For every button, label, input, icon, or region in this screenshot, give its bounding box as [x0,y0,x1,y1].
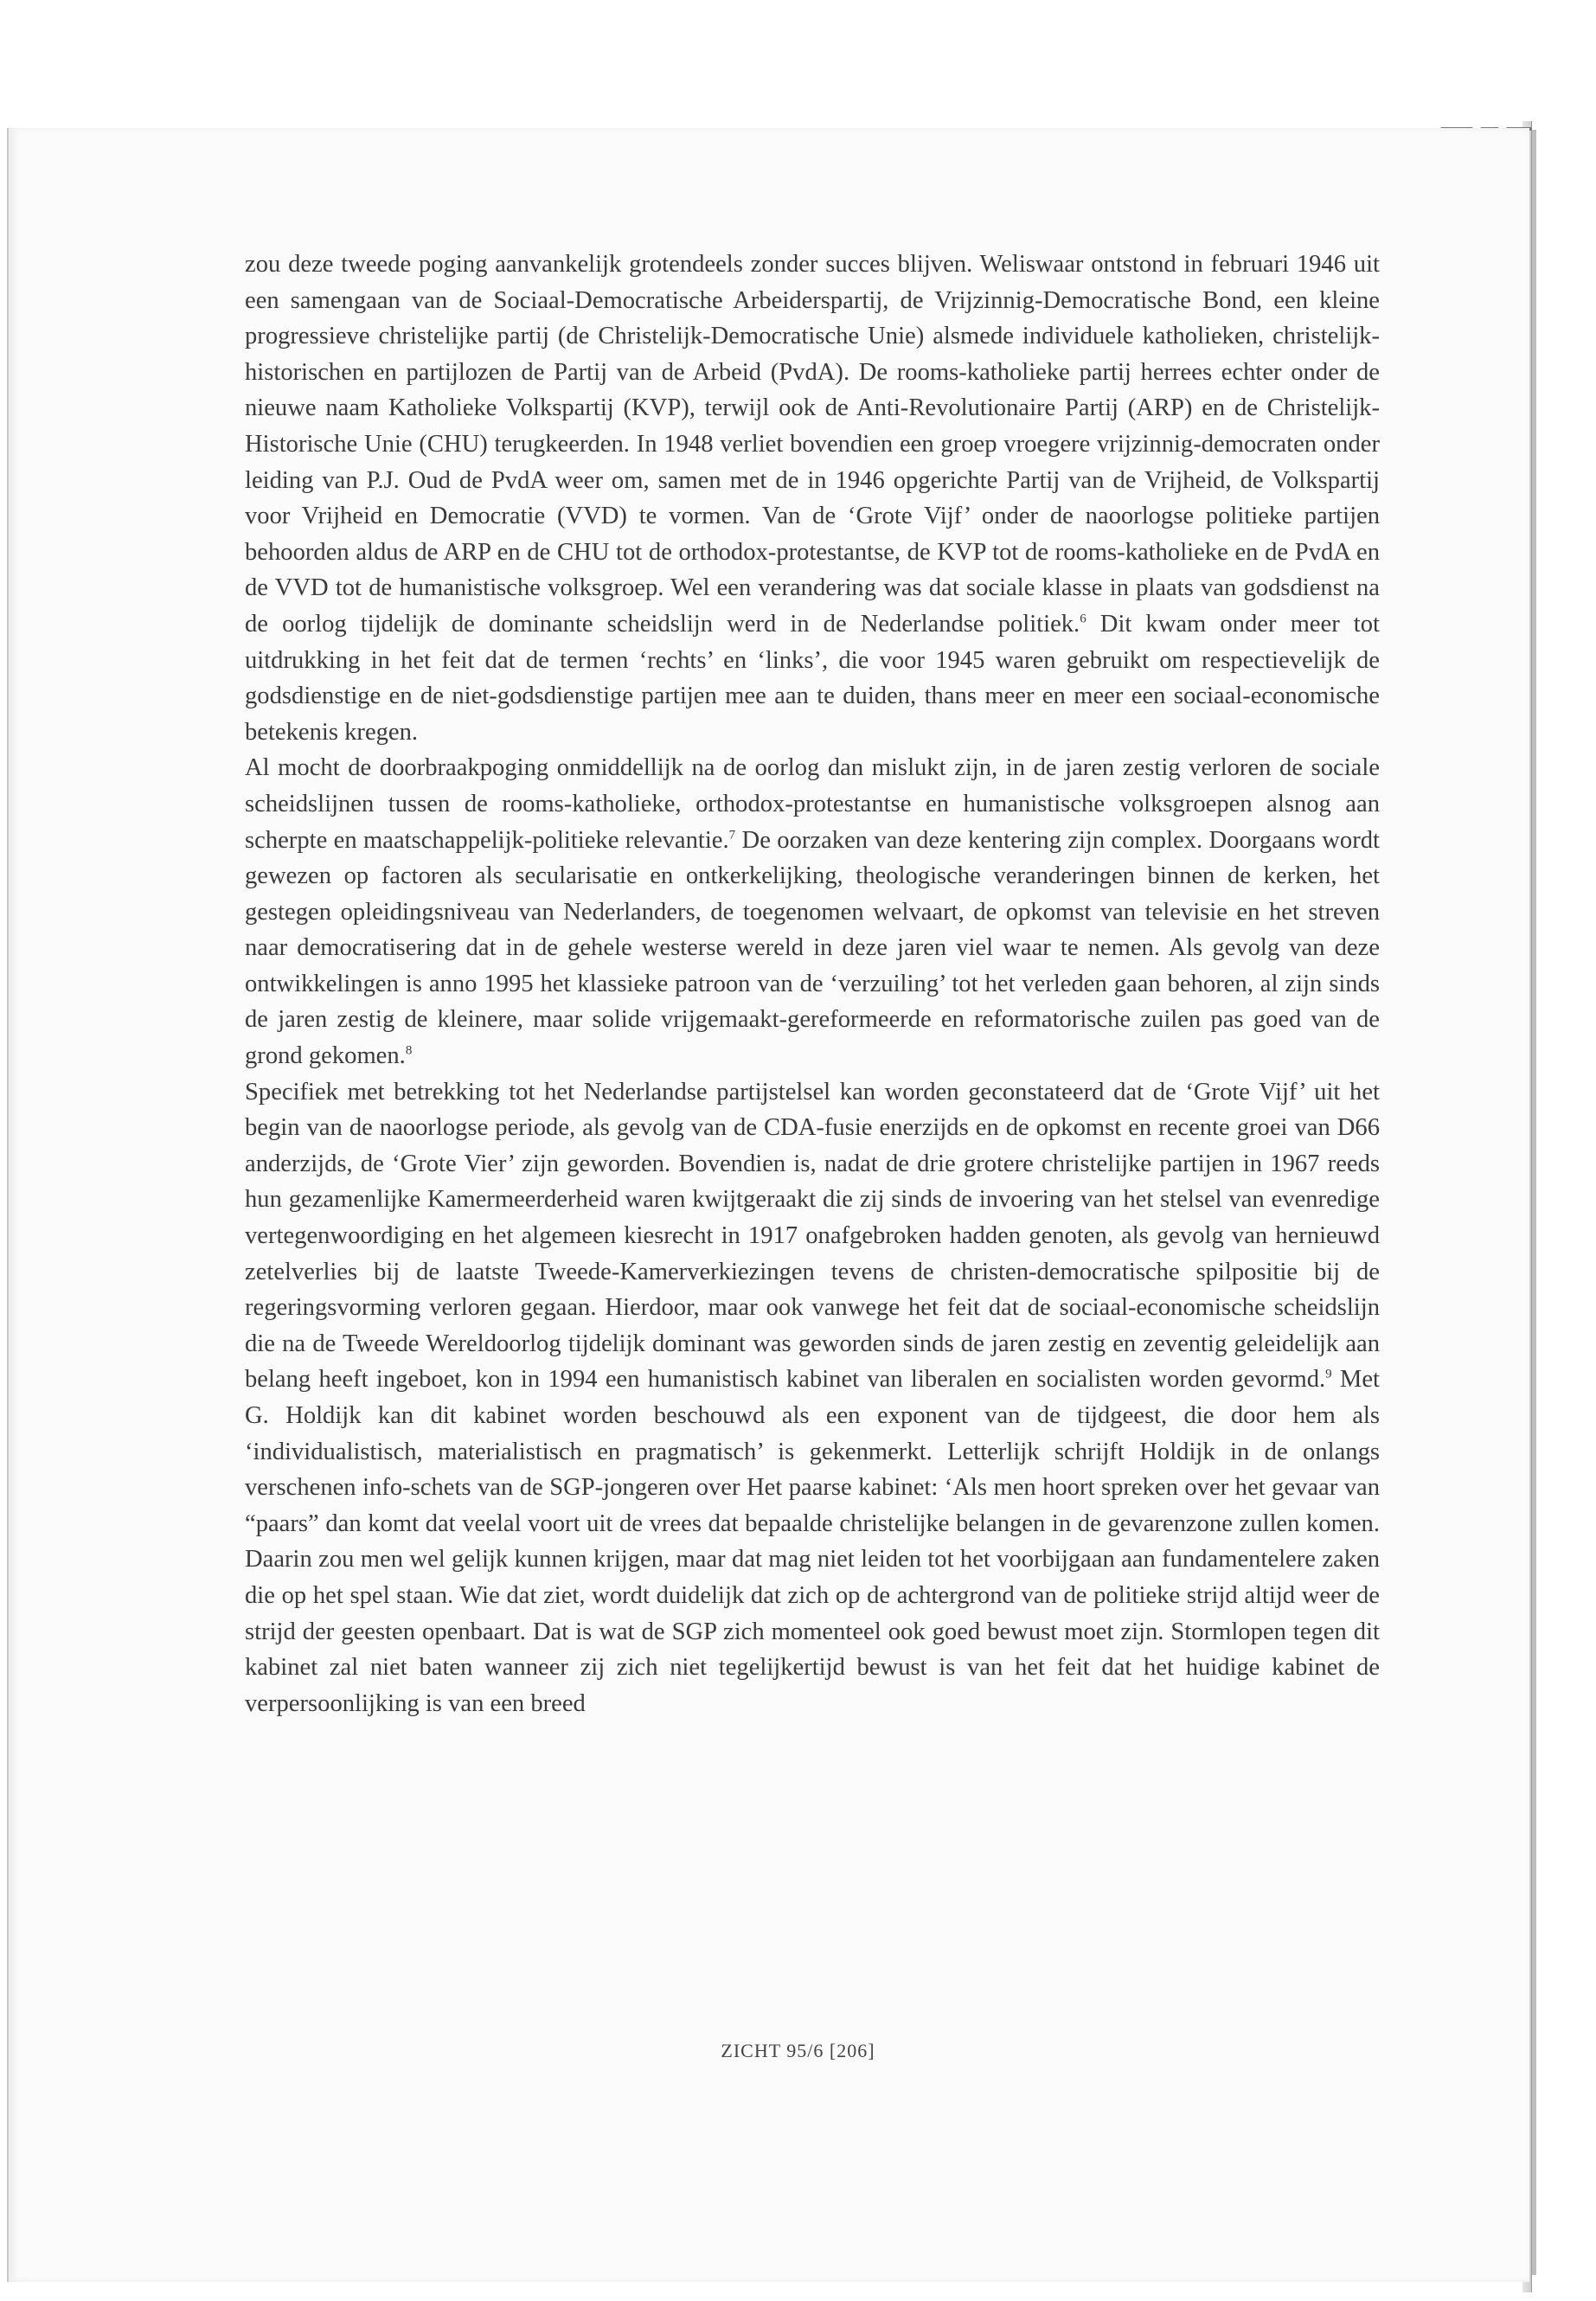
footnote-marker[interactable]: 6 [1080,612,1086,626]
page-footer: ZICHT 95/6 [206] [721,2040,875,2061]
binding-mark [1440,119,1544,126]
text-run: De oorzaken van deze kentering zijn complex. Doorgaans wordt gewezen op factoren als secularisatie en ontkerkelijking, theologische veranderingen binnen de kerken, het gestegen opleidingsniveau van Nederlanders, de toegenomen welvaart, de opkomst van televisie en het streven naar democratisering dat in de gehele westerse wereld in deze jaren viel waar te nemen. Als gevolg van deze ontwikkelingen is anno 1995 het klassieke patroon van de ‘verzuiling’ tot het verleden gaan behoren, al zijn sinds de jaren zestig de kleinere, maar solide vrijgemaakt-gereformeerde en reformatorische zuilen pas goed van de grond gekomen. [245,826,1380,1070]
text-run: Dit kwam onder meer tot uitdrukking in het feit dat de termen ‘rechts’ en ‘links’, die voor 1945 waren gebruikt om respectievelijk de godsdienstige en de niet-godsdienstige partijen mee aan te duiden, thans meer en meer een sociaal-economische betekenis kregen. [245,610,1380,746]
text-run: Specifiek met betrekking tot het Nederlandse partijstelsel kan worden geconstateerd dat de ‘Grote Vijf’ uit het begin van de naoorlogse periode, als gevolg van de CDA-fusie enerzijds en de opkomst en recente groei van D66 anderzijds, de ‘Grote Vier’ zijn geworden. Bovendien is, nadat de drie grotere christelijke partijen in 1967 reeds hun gezamenlijke Kamermeerderheid waren kwijtgeraakt die zij sinds de invoering van het stelsel van evenredige vertegenwoordiging en het algemeen kiesrecht in 1917 onafgebroken hadden genoten, als gevolg van hernieuwd zetelverlies bij de laatste Tweede-Kamerverkiezingen tevens de christen-democratische spilpositie bij de regeringsvorming verloren gegaan. Hierdoor, maar ook vanwege het feit dat de sociaal-economische scheidslijn die na de Tweede Wereldoorlog tijdelijk dominant was geworden sinds de jaren zestig en zeventig geleidelijk aan belang heeft ingeboet, kon in 1994 een humanistisch kabinet van liberalen en socialisten worden gevormd. [245,1078,1380,1394]
paragraph [245,247,1380,750]
text-run: Met G. Holdijk kan dit kabinet worden beschouwd als een exponent van de tijdgeest, die door hem als ‘individualistisch, materialistisch en pragmatisch’ is gekenmerkt. Letterlijk schrijft Holdijk in de onlangs verschenen info-schets van de SGP-jongeren over Het paarse kabinet: ‘Als men hoort spreken over het gevaar van “paars” dan komt dat veelal voort uit de vrees dat bepaalde christelijke belangen in de gevarenzone zullen komen. Daarin zou men wel gelijk kunnen krijgen, maar dat mag niet leiden tot het voorbijgaan aan fundamentelere zaken die op het spel staan. Wie dat ziet, wordt duidelijk dat zich op de achtergrond van de politieke strijd altijd weer de strijd der geesten openbaart. Dat is wat de SGP zich momenteel ook goed bewust moet zijn. Stormlopen tegen dit kabinet zal niet baten wanneer zij zich niet tegelijkertijd bewust is van het feit dat het huidige kabinet de verpersoonlijking is van een breed [245,1366,1380,1717]
paragraph [245,750,1380,1074]
footnote-marker[interactable]: 8 [405,1043,413,1058]
footnote-marker[interactable]: 7 [728,827,736,842]
text-run: zou deze tweede poging aanvankelijk grotendeels zonder succes blijven. Weliswaar ontstond in februari 1946 uit een samengaan van de Sociaal-Democratische Arbeiderspartij, de Vrijzinnig-Democratische Bond, een kleine progressieve christelijke partij (de Christelijk-Democratische Unie) alsmede individuele katholieken, christelijk-historischen en partijlozen de Partij van de Arbeid (PvdA). De rooms-katholieke partij herrees echter onder de nieuwe naam Katholieke Volkspartij (KVP), terwijl ook de Anti-Revolutionaire Partij (ARP) en de Christelijk-Historische Unie (CHU) terugkeerden. In 1948 verliet bovendien een groep vroegere vrijzinnig-democraten onder leiding van P.J. Oud de PvdA weer om, samen met de in 1946 opgerichte Partij van de Vrijheid, de Volkspartij voor Vrijheid en Democratie (VVD) te vormen. Van de ‘Grote Vijf’ onder de naoorlogse politieke partijen behoorden aldus de ARP en de CHU tot de orthodox-protestantse, de KVP tot de rooms-katholieke en de PvdA en de VVD tot de humanistische volksgroep. Wel een verandering was dat sociale klasse in plaats van godsdienst na de oorlog tijdelijk de dominante scheidslijn werd in de Nederlandse politiek. [245,251,1380,638]
page-edge-shadow [1532,130,1536,2275]
text-run: Al mocht de doorbraakpoging onmiddellijk na de oorlog dan mislukt zijn, in de jaren zestig verloren de sociale scheidslijnen tussen de rooms-katholieke, orthodox-protestantse en humanistische volksgroepen alsnog aan scherpte en maatschappelijk-politieke relevantie. [245,754,1380,854]
footnote-marker[interactable]: 9 [1325,1367,1332,1381]
body-text [245,247,1380,1721]
paragraph [245,1074,1380,1722]
